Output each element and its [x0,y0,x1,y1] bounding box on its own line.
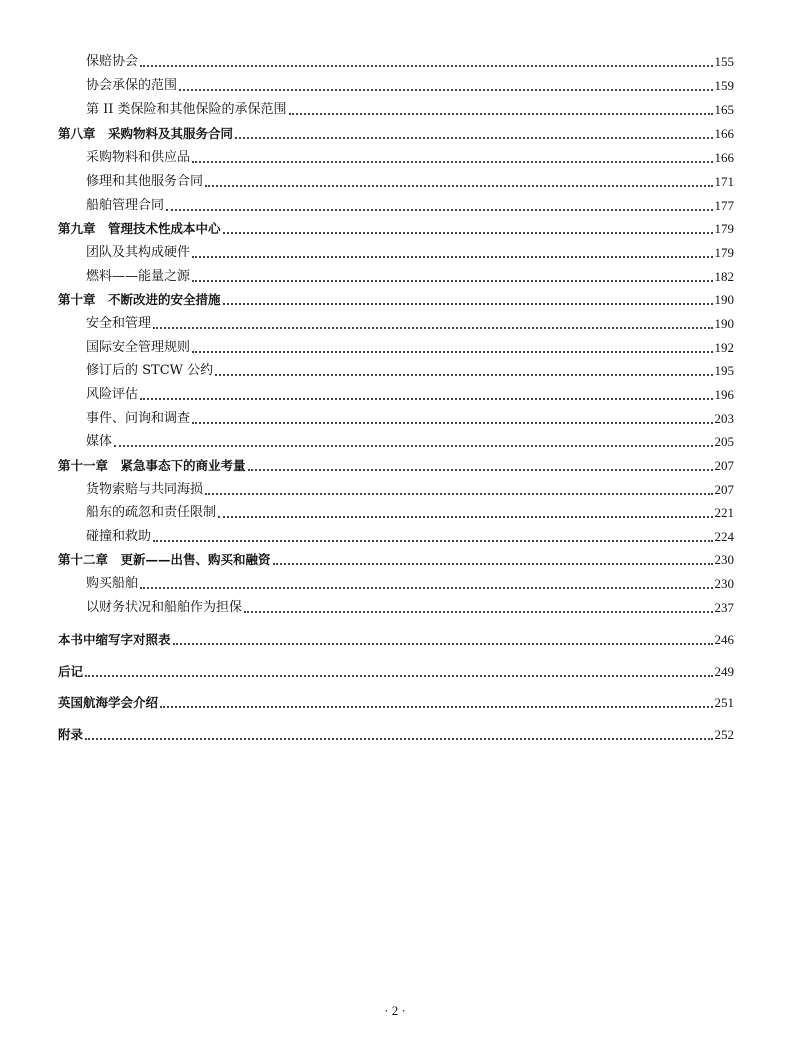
toc-entry-page: 166 [714,126,734,141]
dot-leader [192,412,712,424]
toc-entry-page: 246 [714,632,734,647]
toc-entry-title: 团队及其构成硬件 [86,245,191,260]
toc-entry-page: 166 [714,150,734,165]
toc-entry-page: 224 [714,529,734,544]
toc-chapter-title: 第十一章 紧急事态下的商业考量 [58,458,246,473]
toc-entry-page: 179 [714,221,734,236]
toc-entry-title: 保赔协会 [86,54,139,69]
toc-entry-title: 采购物料和供应品 [86,150,191,165]
toc-entry-title: 修理和其他服务合同 [86,174,204,189]
toc-entry-title: 第 II 类保险和其他保险的承保范围 [86,102,287,117]
dot-leader [114,435,712,447]
dot-leader [244,601,712,613]
toc-entry-title: 事件、问询和调查 [86,411,191,426]
toc-backmatter-entry [0,689,790,711]
toc-entry-title: 国际安全管理规则 [86,340,191,355]
dot-leader [192,341,712,353]
toc-entry [0,570,790,592]
toc-chapter-title: 第九章 管理技术性成本中心 [58,221,221,236]
toc-entry-title: 船舶管理合同 [86,198,165,213]
toc-entry-page: 252 [714,727,734,742]
dot-leader [85,728,712,740]
toc-entry-title: 安全和管理 [86,316,152,331]
toc-entry-page: 159 [714,78,734,93]
dot-leader [215,364,712,376]
dot-leader [205,483,712,495]
toc-entry-page: 182 [714,269,734,284]
dot-leader [289,103,713,115]
dot-leader [166,199,712,211]
toc-entry-page: 190 [714,316,734,331]
dot-leader [223,293,713,305]
toc-chapter-title: 第十章 不断改进的安全措施 [58,292,221,307]
toc-entry-title: 货物索赔与共同海损 [86,482,204,497]
dot-leader [140,55,712,67]
toc-entry-title: 购买船舶 [86,576,139,591]
toc-backmatter-title: 后记 [58,664,84,679]
dot-leader [153,530,712,542]
toc-entry-page: 207 [714,482,734,497]
toc-entry-title: 协会承保的范围 [86,78,178,93]
toc-chapter-entry [0,286,790,308]
toc-entry [0,192,790,214]
toc-entry-page: 249 [714,664,734,679]
dot-leader [140,388,712,400]
toc-chapter-title: 第八章 采购物料及其服务合同 [58,126,234,141]
dot-leader [153,317,712,329]
toc-entry-page: 171 [714,174,734,189]
toc-entry [0,428,790,450]
toc-backmatter-title: 本书中缩写字对照表 [58,632,171,647]
toc-entry-page: 251 [714,695,734,710]
toc-entry [0,476,790,498]
toc-entry-title: 修订后的 STCW 公约 [86,363,214,378]
dot-leader [223,222,713,234]
toc-entry [0,72,790,94]
dot-leader [192,246,712,258]
toc-entry [0,48,790,70]
dot-leader [173,633,713,645]
toc-entry [0,310,790,332]
toc-entry [0,594,790,616]
toc-entry-page: 195 [714,363,734,378]
toc-chapter-entry [0,546,790,568]
toc-backmatter-title: 英国航海学会介绍 [58,695,159,710]
toc-chapter-entry [0,452,790,474]
page-number: · 2 · [384,1003,406,1018]
toc-entry-title: 碰撞和救助 [86,529,152,544]
toc-entry [0,499,790,521]
toc-chapter-title: 第十二章 更新——出售、购买和融资 [58,552,271,567]
toc-backmatter-title: 附录 [58,727,84,742]
toc-entry-title: 风险评估 [86,387,139,402]
dot-leader [235,127,712,139]
toc-backmatter-entry [0,721,790,743]
dot-leader [218,506,712,518]
toc-entry-title: 燃料——能量之源 [86,269,191,284]
toc-entry [0,381,790,403]
dot-leader [205,175,712,187]
toc-entry-page: 230 [714,576,734,591]
toc-entry [0,523,790,545]
dot-leader [179,79,712,91]
toc-entry-page: 192 [714,340,734,355]
toc-entry-page: 177 [714,198,734,213]
dot-leader [192,151,712,163]
toc-entry [0,405,790,427]
toc-entry [0,96,790,118]
toc-entry-page: 237 [714,600,734,615]
toc-entry-page: 179 [714,245,734,260]
toc-entry [0,168,790,190]
dot-leader [160,696,712,708]
dot-leader [140,577,712,589]
toc-entry-title: 船东的疏忽和责任限制 [86,505,217,520]
toc-entry-page: 155 [714,54,734,69]
dot-leader [192,270,712,282]
toc-entry [0,357,790,379]
dot-leader [273,553,713,565]
toc-chapter-entry [0,215,790,237]
toc-entry-title: 媒体 [86,434,113,449]
toc-entry-page: 230 [714,552,734,567]
toc-entry-page: 203 [714,411,734,426]
toc-entry-page: 207 [714,458,734,473]
toc-entry [0,144,790,166]
toc-entry-page: 196 [714,387,734,402]
toc-entry-title: 以财务状况和船舶作为担保 [86,600,243,615]
toc-entry-page: 190 [714,292,734,307]
dot-leader [248,459,713,471]
toc-backmatter-entry [0,626,790,648]
toc-entry [0,263,790,285]
toc-entry [0,239,790,261]
toc-chapter-entry [0,120,790,142]
toc-entry-page: 205 [714,434,734,449]
toc-backmatter-entry [0,658,790,680]
toc-entry-page: 165 [714,102,734,117]
toc-entry-page: 221 [714,505,734,520]
toc-entry [0,334,790,356]
dot-leader [85,665,712,677]
